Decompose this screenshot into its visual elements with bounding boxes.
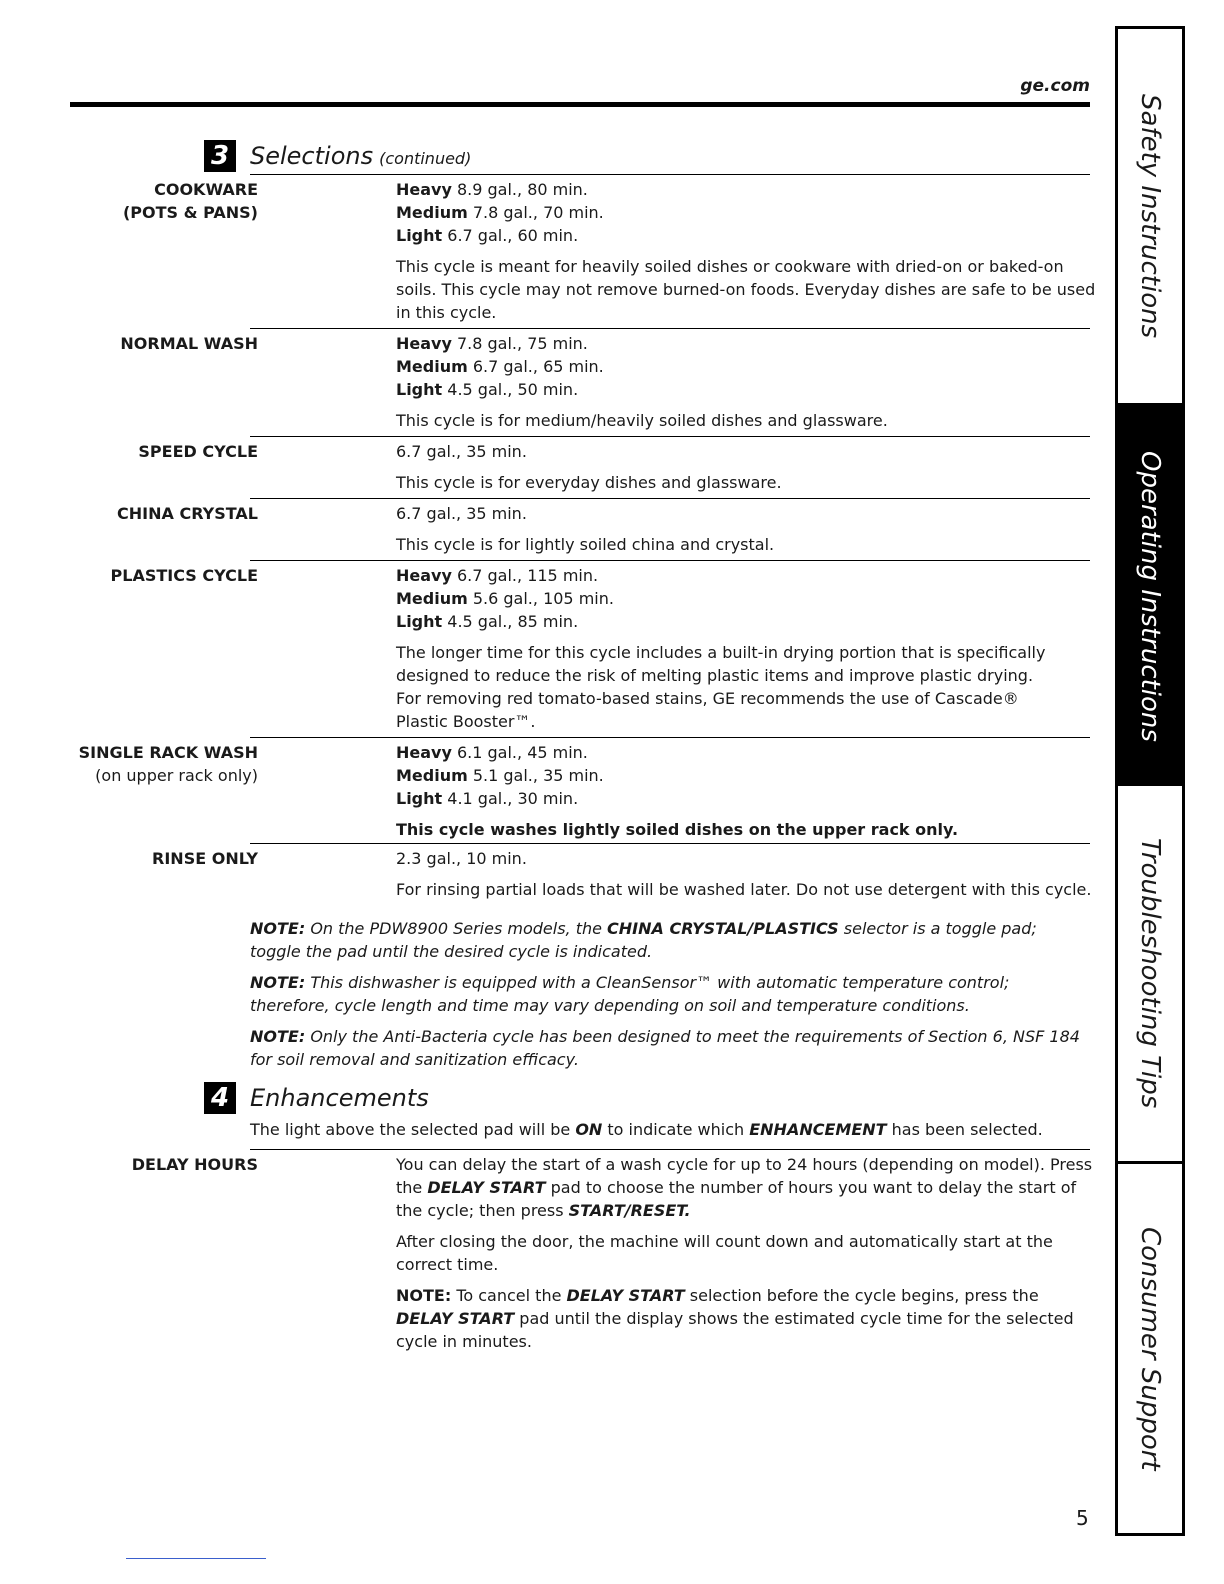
cycle-label: CHINA CRYSTAL <box>117 504 258 523</box>
cycle-description: This cycle is for medium/heavily soiled dishes and glassware. <box>396 411 888 430</box>
section-4-heading <box>204 1082 429 1114</box>
tab-operating-instructions[interactable]: Operating Instructions <box>1118 406 1182 786</box>
tab-troubleshooting-tips[interactable]: Troubleshooting Tips <box>1118 786 1182 1164</box>
cycle-label: COOKWARE (POTS & PANS) <box>122 180 258 222</box>
cycle-label: PLASTICS CYCLE <box>110 566 258 585</box>
section-title: Enhancements <box>250 1084 429 1112</box>
cycle-description: The longer time for this cycle includes a built-in drying portion that is specifically designed to reduce the risk of melting plastic items and improve plastic drying. <box>396 643 1046 685</box>
section-title: Selections (continued) <box>250 142 472 170</box>
section-3-heading <box>204 140 471 172</box>
page-number: 5 <box>1076 1506 1089 1530</box>
header-rule <box>70 102 1090 107</box>
cycle-label: SPEED CYCLE <box>138 442 258 461</box>
divider <box>250 737 1090 738</box>
divider <box>250 436 1090 437</box>
note-cleansensor: NOTE: This dishwasher is equipped with a CleanSensor™ with automatic temperature control; therefore, cycle length and time may vary depending on soil and temperature conditions. <box>250 973 1010 1015</box>
divider <box>250 843 1090 844</box>
cycle-description-2: For removing red tomato-based stains, GE recommends the use of Cascade® Plastic Booster™. <box>396 689 1019 731</box>
tab-safety-instructions[interactable]: Safety Instructions <box>1118 29 1182 406</box>
cycle-description: This cycle is meant for heavily soiled dishes or cookware with dried-on or baked-on soils. This cycle may not remove burned-on foods. Everyday dishes are safe to be used in this cycle. <box>396 257 1096 322</box>
side-tabs <box>1115 26 1185 1536</box>
site-url: ge.com <box>1020 76 1090 96</box>
cycle-description: This cycle is for everyday dishes and glassware. <box>396 473 782 492</box>
enhancement-label: DELAY HOURS <box>131 1155 258 1174</box>
delay-cancel-note: NOTE: To cancel the DELAY START selection before the cycle begins, press the DELAY START pad until the display shows the estimated cycle time for the selected cycle in minutes. <box>396 1286 1074 1351</box>
cycle-label: SINGLE RACK WASH (on upper rack only) <box>78 743 258 785</box>
cycle-description: This cycle washes lightly soiled dishes on the upper rack only. <box>396 820 959 839</box>
note-toggle-pad: NOTE: On the PDW8900 Series models, the CHINA CRYSTAL/PLASTICS selector is a toggle pad; toggle the pad until the desired cycle is indicated. <box>250 919 1037 961</box>
divider <box>250 174 1090 175</box>
delay-description: You can delay the start of a wash cycle for up to 24 hours (depending on model). Press the DELAY START pad to choose the number of hours you want to delay the start of the cycle; then press START/RESET. <box>396 1155 1093 1220</box>
note-anti-bacteria: NOTE: Only the Anti-Bacteria cycle has been designed to meet the requirements of Section 6, NSF 184 for soil removal and sanitization efficacy. <box>250 1027 1080 1069</box>
cycle-description: For rinsing partial loads that will be washed later. Do not use detergent with this cycle. <box>396 880 1092 899</box>
tab-consumer-support[interactable]: Consumer Support <box>1135 1226 1165 1471</box>
divider <box>250 560 1090 561</box>
cycle-label: NORMAL WASH <box>120 334 258 353</box>
divider <box>250 1149 1090 1150</box>
footer-line <box>126 1558 266 1559</box>
section-number: 3 <box>204 140 236 172</box>
section-number: 4 <box>204 1082 236 1114</box>
enhancements-intro: The light above the selected pad will be ON to indicate which ENHANCEMENT has been selected. <box>250 1120 1043 1139</box>
divider <box>250 498 1090 499</box>
cycle-label: RINSE ONLY <box>152 849 258 868</box>
section-subtitle: (continued) <box>379 149 472 168</box>
cycle-description: This cycle is for lightly soiled china and crystal. <box>396 535 775 554</box>
divider <box>250 328 1090 329</box>
delay-countdown: After closing the door, the machine will count down and automatically start at the correct time. <box>396 1232 1053 1274</box>
